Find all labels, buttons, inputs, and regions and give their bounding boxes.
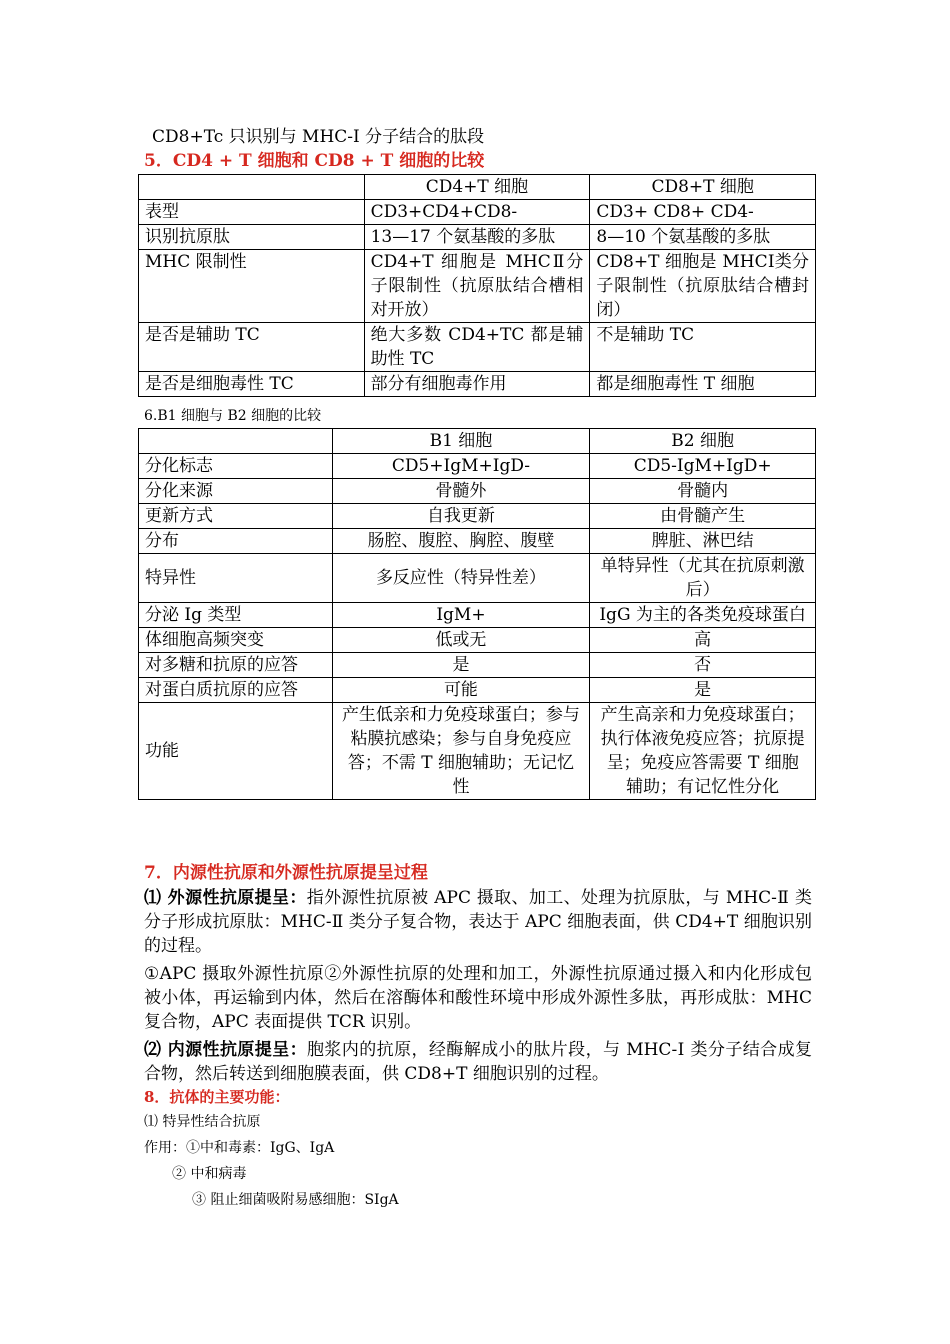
table-cell: CD8+T 细胞是 MHCⅠ类分子限制性（抗原肽结合槽封闭）	[590, 250, 816, 323]
table-header-cell	[139, 429, 333, 454]
table-cell: CD5+IgM+IgD-	[332, 454, 590, 479]
paragraph-label: ⑴ 外源性抗原提呈：	[144, 888, 307, 908]
section5-title: 5．CD4 + T 细胞和 CD8 + T 细胞的比较	[144, 151, 485, 171]
table-cell: CD5-IgM+IgD+	[590, 454, 816, 479]
row-label: MHC 限制性	[139, 250, 365, 323]
section7-title: 7．内源性抗原和外源性抗原提呈过程	[144, 863, 428, 883]
table-row	[139, 250, 816, 323]
table-row	[139, 372, 816, 397]
table-cell: 部分有细胞毒作用	[364, 372, 590, 397]
section6-title: 6.B1 细胞与 B2 细胞的比较	[144, 408, 322, 424]
row-label: 特异性	[139, 554, 333, 603]
row-label: 识别抗原肽	[139, 225, 365, 250]
table-cell: IgM+	[332, 603, 590, 628]
table-row	[139, 504, 816, 529]
table-cell: 单特异性（尤其在抗原刺激后）	[590, 554, 816, 603]
table-cell: 是	[590, 678, 816, 703]
table-cell: 多反应性（特异性差）	[332, 554, 590, 603]
section8-line-a: 作用：①中和毒素：IgG、IgA	[144, 1140, 335, 1156]
table-cell: 骨髓外	[332, 479, 590, 504]
table-cell: 肠腔、腹腔、胸腔、腹壁	[332, 529, 590, 554]
section8-item1: ⑴ 特异性结合抗原	[144, 1114, 261, 1130]
section8-title: 8．抗体的主要功能：	[144, 1088, 290, 1106]
section8-line-c: ③ 阻止细菌吸附易感细胞：SIgA	[192, 1192, 399, 1208]
table-cell: 高	[590, 628, 816, 653]
table-row	[139, 554, 816, 603]
row-label: 表型	[139, 200, 365, 225]
table-cell: 骨髓内	[590, 479, 816, 504]
table-header-row	[139, 175, 816, 200]
table-cell: 产生高亲和力免疫球蛋白；执行体液免疫应答；抗原提呈；免疫应答需要 T 细胞辅助；有记忆性分化	[590, 703, 816, 800]
table-row	[139, 454, 816, 479]
table-cell: CD3+CD4+CD8-	[364, 200, 590, 225]
row-label: 是否是辅助 TC	[139, 323, 365, 372]
table-row	[139, 703, 816, 800]
table-cell: 由骨髓产生	[590, 504, 816, 529]
paragraph-steps: ①APC 摄取外源性抗原②外源性抗原的处理和加工，外源性抗原通过摄入和内化形成包被小体，再运输到内体，然后在溶酶体和酸性环境中形成外源性多肽，再形成肽：MHC 复合物，APC 表面提供 TCR 识别。	[144, 964, 812, 1032]
table-cell: CD4+T 细胞是 MHCⅡ分子限制性（抗原肽结合槽相对开放）	[364, 250, 590, 323]
table-cell: CD3+ CD8+ CD4-	[590, 200, 816, 225]
table-cell: 可能	[332, 678, 590, 703]
table-cell: 否	[590, 653, 816, 678]
row-label: 是否是细胞毒性 TC	[139, 372, 365, 397]
row-label: 更新方式	[139, 504, 333, 529]
cd4-cd8-table	[138, 174, 816, 397]
table-cell: 都是细胞毒性 T 细胞	[590, 372, 816, 397]
table-row	[139, 225, 816, 250]
intro-line: CD8+Tc 只识别与 MHC-I 分子结合的肽段	[152, 127, 485, 147]
row-label: 分化标志	[139, 454, 333, 479]
table-cell: 自我更新	[332, 504, 590, 529]
table-header-cell: B1 细胞	[332, 429, 590, 454]
table-cell: 绝大多数 CD4+TC 都是辅助性 TC	[364, 323, 590, 372]
paragraph-text: 指外源性抗原被 APC 摄取、加工、处理为抗原肽，与 MHC-Ⅱ 类分子形成抗原肽：MHC-Ⅱ 类分子复合物，表达于 APC 细胞表面，供 CD4+T 细胞识别的过程。	[144, 888, 813, 956]
table-cell: IgG 为主的各类免疫球蛋白	[590, 603, 816, 628]
table-row	[139, 529, 816, 554]
row-label: 分化来源	[139, 479, 333, 504]
table-row	[139, 678, 816, 703]
b1-b2-table	[138, 428, 816, 800]
paragraph-label: ⑵ 内源性抗原提呈：	[144, 1040, 308, 1060]
row-label: 体细胞高频突变	[139, 628, 333, 653]
table-cell: 不是辅助 TC	[590, 323, 816, 372]
table-cell: 是	[332, 653, 590, 678]
row-label: 对多糖和抗原的应答	[139, 653, 333, 678]
table-row	[139, 479, 816, 504]
table-cell: 8—10 个氨基酸的多肽	[590, 225, 816, 250]
paragraph-text: 胞浆内的抗原，经酶解成小的肽片段，与 MHC-Ⅰ 类分子结合成复合物，然后转送到细胞膜表面，供 CD8+T 细胞识别的过程。	[144, 1040, 812, 1084]
table-cell: 脾脏、淋巴结	[590, 529, 816, 554]
table-header-row	[139, 429, 816, 454]
table-header-cell: CD4+T 细胞	[364, 175, 590, 200]
paragraph-endogenous	[144, 1038, 812, 1086]
table-cell: 产生低亲和力免疫球蛋白；参与粘膜抗感染；参与自身免疫应答；不需 T 细胞辅助；无记忆性	[332, 703, 590, 800]
table-cell: 低或无	[332, 628, 590, 653]
table-row	[139, 323, 816, 372]
table-row	[139, 628, 816, 653]
row-label: 功能	[139, 703, 333, 800]
row-label: 分泌 Ig 类型	[139, 603, 333, 628]
section8-line-b: ② 中和病毒	[172, 1166, 247, 1182]
table-row	[139, 200, 816, 225]
table-cell: 13—17 个氨基酸的多肽	[364, 225, 590, 250]
paragraph-exogenous	[144, 886, 812, 958]
table-header-cell	[139, 175, 365, 200]
row-label: 对蛋白质抗原的应答	[139, 678, 333, 703]
row-label: 分布	[139, 529, 333, 554]
table-row	[139, 603, 816, 628]
table-header-cell: B2 细胞	[590, 429, 816, 454]
table-row	[139, 653, 816, 678]
table-header-cell: CD8+T 细胞	[590, 175, 816, 200]
